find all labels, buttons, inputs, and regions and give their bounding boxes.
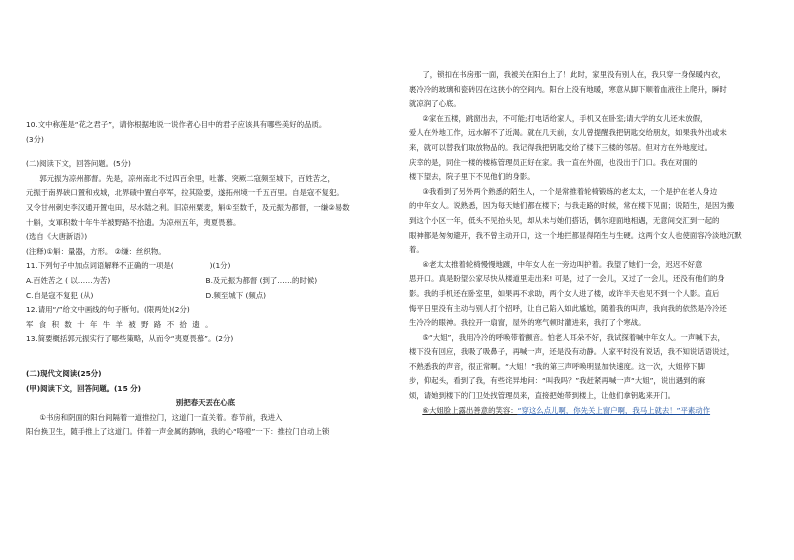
essay-paragraph-line: ①书房和阴面的阳台间隔着一道推拉门，这道门一直关着。春节前，我进入 [39,412,283,422]
essay-line: ③我看到了另外两个熟悉的陌生人，一个是常推着轮椅锻练的老太太，一个是护在老人身边 [422,186,718,196]
essay-line: 爱人在外地工作，远水解不了近渴。就在几天前，女儿曾提醒我把钥匙交给朋友，如果我外出或未 [409,128,727,138]
underlined-phrase: ⑥大姐脸上露出善意的笑容： [422,405,518,415]
passage-notes: (注释)①斛：量器，方形。 ②缣：丝织物。 [26,246,166,256]
essay-line: 不熟悉我的声音，很正常啊。“大姐！”我的第三声呼唤明显加快速度。这一次，大姐停下脚 [409,361,705,371]
classical-passage-line: 又令甘州刺史李汉通开置屯田，尽水陆之利。旧凉州粟麦，斛①至数千，及元振为都督，一缣②易数 [26,202,350,212]
essay-title: 别把春天丟在心底 [175,398,236,408]
essay-line: ②家在五楼，跳窗出去，不可能;打电话给家人，手机又在卧室;请大学的女儿还未放假， [422,113,708,123]
essay-line: 着。 [409,245,424,255]
essay-line: 生冷冷的眼神。我拉开一扇窗，屋外的寒气顿时灌进来，我打了个寒战。 [409,318,646,328]
question-12-sentence: 军食积数十年牛羊被野路不拾遗。 [26,319,218,329]
essay-paragraph-line: 阳台换卫生，随手推上了这道门。伴着一声金属的銹响，我的心“咯噔”一下：推拉门自动上锁 [26,427,330,437]
right-column [409,64,768,560]
essay-line: 影。我的手机还在卧室里，如果再不求助，两个女人进了楼，或许半天也见不到一个人影。直后 [409,288,720,298]
question-11-options-row [26,289,385,304]
essay-line: 思开口。真是盼望公家尽快从楼道里走出来! 可是，过了一会儿，又过了一会儿，还没有他们的身 [409,274,725,284]
essay-line: ④老太太推着轮椅慢慢地踱，中年女人在一旁边叫护着。我望了她们一会，迟迟不好意 [422,259,703,269]
essay-line: 步，仰起头，看到了我，有些诧异地问：“叫我吗？”我赶紧再喊一声“大姐”，说出遇到的麻 [409,376,706,386]
essay-line: 的中年女人。说熟悉，因为每天她们都在楼下；与我走路的时候，常在楼下见面；说陌生，是因为搬 [409,201,735,211]
question-13: 13.简要概括郭元振实行了哪些策略，从而令“夷夏畏慕”。(2分) [26,334,234,344]
option-c: C.自是寇不复犯 (从) [26,290,94,300]
essay-line: 到这个小区一年，低头不见抬头见，却从未与她们搭话，偶尔迎面地相遇，无意间交汇到一起的 [409,215,720,225]
essay-line: 眼神都是匆匆避开，我不曾主动开口，这一个地拦都显得陌生与生硬。这两个女人也使面容冷淡地沉默 [409,230,742,240]
essay-line: ⑤“大姐”，我用冷冷的呼唤带着颤音。怕老人耳朵不好，我试探着喊中年女人。一声喊下去， [422,332,725,342]
option-d: D.频至城下 (频点) [205,290,267,300]
option-b: B.及元振为都督 (到了……的时候) [205,275,318,285]
classical-passage-line: 郭元振为凉州都督。先是，凉州南北不过四百余里，吐蕃、突厥二寇频至城下，百姓苦之， [39,173,335,183]
modern-reading-header: (二)现代文阅读(25分) [26,368,102,378]
essay-line [409,404,768,419]
essay-line: 了，锁扣在书房那一面，我被关在阳台上了！此时，家里没有别人在，我只穿一身保暖内衣， [422,70,726,79]
question-10: 10.文中称莲是“花之君子”，请你根据地说一说作者心目中的君子应该具有哪些美好的品质。 [26,120,327,129]
classical-passage-line: 十斛，支軍积数十年牛羊被野路不拾遗。为凉州五年，夷夏畏慕。 [26,217,241,227]
essay-line: 楼下没有回应，我吸了吸鼻子，再喊一声，还是没有动静。人家平时没有说话，我不知说话语说过， [409,347,735,357]
essay-line: 裹冷冷的玻璃和瓷砖囚在这狭小的空间内。阳台上没有地暖，寒意从脚下顺着血液往上爬升，瞬时 [409,84,727,94]
essay-line: 来，就可以替我们取放物品的。我记得我把钥匙交给了楼下三楼的邻居。但对方在外地度过。 [409,142,713,152]
question-10-score: (3分) [26,134,44,144]
question-12: 12.请用“/”给文中画线的句子断句。(限两处)(2分) [26,305,190,315]
option-a: A.百姓苦之 ( 以……为苦) [26,275,111,285]
passage-source: (选自《大唐新语》) [26,232,88,242]
modern-reading-subheader: (甲)阅读下文，回答问题。(15 分) [26,383,142,393]
question-11-options-row [26,274,385,289]
essay-line: 烦，请她到楼下的门卫处找管理员来，直接把她带到楼上，让他们拿钥匙来开门。 [409,391,676,401]
classical-passage-line: 元振于南界硖口置和戎城，北界碛中置白亭军，拉其险要，遂拓州境一千五百里。自是寇不复犯。 [26,188,344,198]
essay-line: 就凉润了心底。 [409,99,461,109]
essay-line: 悔平日里没有主动与别人打个招呼，让自己陷入如此尴尬，随着我的叫声，我向我的依然是冷冷还 [409,303,727,313]
quoted-speech: “穿这么点儿啊，你先关上窗户啊，我马上就去！”平素动作 [517,405,711,415]
question-11: 11.下列句子中加点词语解释不正确的一项是( )(1分) [26,261,231,271]
essay-line: 楼下望去，院子里下不见他们的身影。 [409,172,535,182]
left-column [26,64,385,560]
classical-section-header: (二)阅读下文，回答问题。(5分) [26,159,131,169]
essay-line: 庆幸的是，同住一楼的楼栋管理员正好在家。我一直在外面，也没出于门口。我在对面的 [409,157,698,167]
